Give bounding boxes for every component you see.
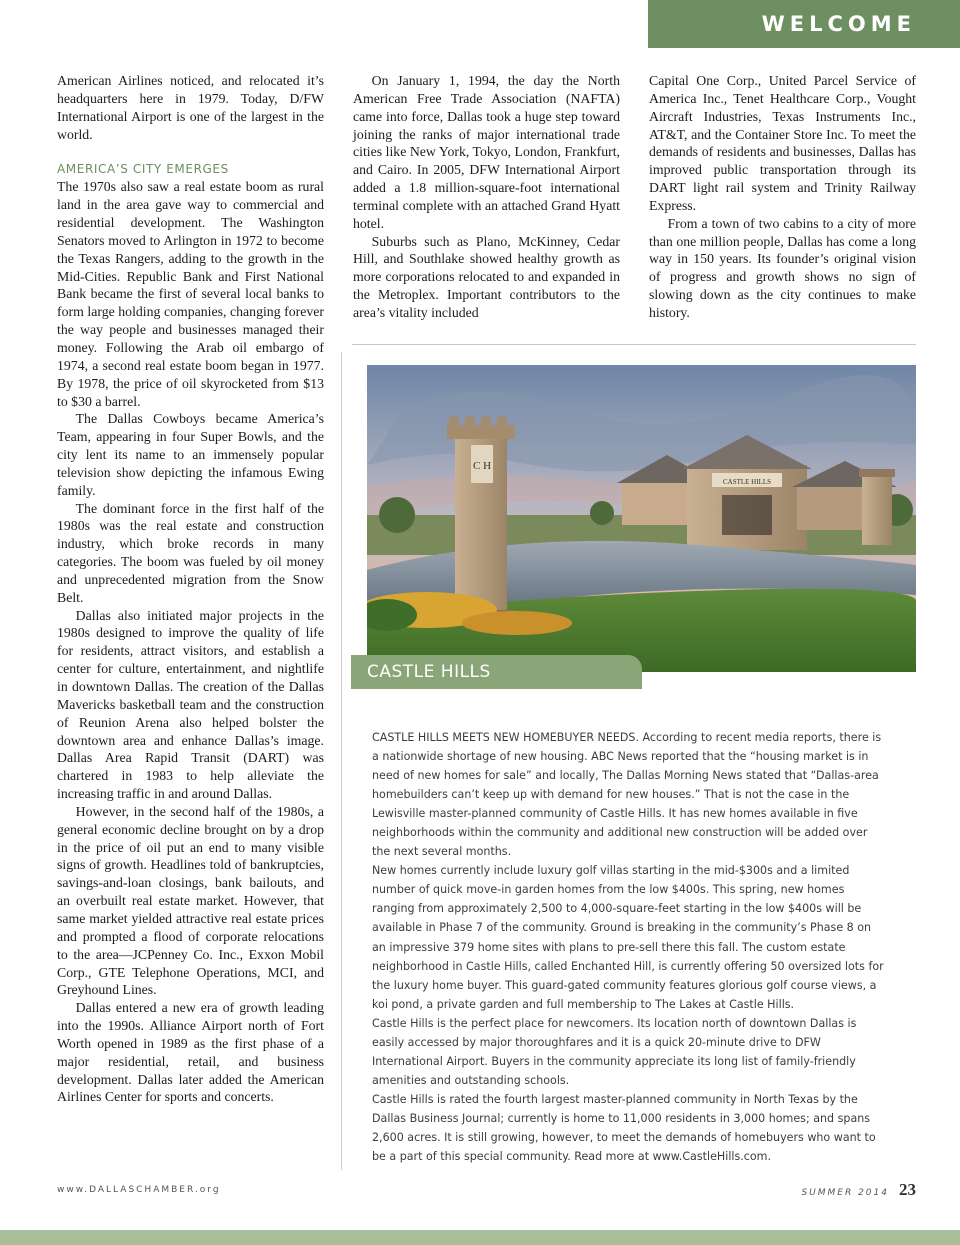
paragraph: CASTLE HILLS MEETS NEW HOMEBUYER NEEDS. According to recent media reports, there is a nationwide shortage of new housing. ABC News reported that the “housing market is in need of new homes for sale” and locally, The Dallas Morning News stated that “Dallas-area homebuilders can’t keep up with demand for new houses.” That is not the case in the Lewisville master-planned community of Castle Hills. It has new homes available in five neighborhoods within the community and additional new construction will be added over the next several months. (372, 731, 882, 859)
page-number: 23 (899, 1180, 916, 1199)
footer-issue-info (801, 1180, 916, 1200)
paragraph: However, in the second half of the 1980s, a general economic decline brought on by a drop in the price of oil put an end to many visible signs of growth. Headlines told of bankruptcies, savings-and-loan closings, bank bailouts, and an overbuilt real estate market. However, that same market yielded attractive real estate prices and prompted a flood of corporate relocations to the area—JCPenney Co. Inc., Exxon Mobil Corp., GTE Telephone Operations, MCI, and Greyhound Lines. (57, 803, 324, 998)
castle-hills-title: CASTLE HILLS (367, 662, 491, 682)
paragraph: New homes currently include luxury golf villas starting in the mid-$300s and a limited number of quick move-in garden homes from the low $400s. This spring, new homes ranging from approximately 2,500 to 4,000-square-feet starting in the low $400s will be available in Phase 7 of the community. Ground is breaking in the community’s Phase 8 on an impressive 379 home sites with plans to pre-sell there this fall. The custom estate neighborhood in Castle Hills, called Enchanted Hill, is currently offering 50 oversized lots for the luxury home buyer. This guard-gated community features glorious golf course views, a koi pond, a private garden and full membership to The Lakes at Castle Hills. (372, 864, 884, 1011)
paragraph: Castle Hills is rated the fourth largest master-planned community in North Texas by the Dallas Business Journal; currently is home to 11,000 residents in 3,000 homes; and spans 2,600 acres. It is still growing, however, to meet the demands of homebuyers who want to be a part of this special community. Read more at www.CastleHills.com. (372, 1092, 876, 1164)
article-column-2 (353, 72, 620, 322)
bottom-color-band (0, 1230, 960, 1245)
paragraph: American Airlines noticed, and relocated it’s headquarters here in 1979. Today, D/FW International Airport is one of the largest in the world. (57, 73, 324, 142)
castle-hills-sign-text: CASTLE HILLS (722, 478, 772, 486)
section-divider (352, 344, 916, 345)
section-header-tab (648, 0, 960, 48)
section-label: WELCOME (761, 12, 916, 36)
paragraph: Dallas entered a new era of growth leading into the 1990s. Alliance Airport north of Fort Worth opened in 1989 as the first phase of a major residential, retail, and business development. Dallas later added the American Airlines Center for sports and concerts. (57, 1000, 324, 1105)
issue-date: SUMMER 2014 (801, 1188, 889, 1198)
paragraph: The dominant force in the first half of the 1980s was the real estate and construction industry, which broke records in many categories. The boom was fueled by oil money and unprecedented migration from the Snow Belt. (57, 500, 324, 605)
paragraph: Castle Hills is the perfect place for newcomers. Its location north of downtown Dallas is easily accessed by major thoroughfares and it is a quick 20-minute drive to DFW International Airport. Buyers in the community appreciate its long list of family-friendly amenities and outstanding schools. (372, 1016, 857, 1087)
paragraph: Capital One Corp., United Parcel Service of America Inc., Tenet Healthcare Corp., Vought Aircraft Industries, Texas Instruments Inc., AT&T, and the Container Store Inc. To meet the demands of residents and businesses, Dallas has improved public transportation through its DART light rail system and Trinity Railway Express. (649, 73, 916, 213)
paragraph: Suburbs such as Plano, McKinney, Cedar Hill, and Southlake showed healthy growth as more corporations relocated to and expanded in the Metroplex. Important contributors to the area’s vitality included (353, 233, 620, 320)
castle-hills-entrance-photo (367, 365, 916, 672)
paragraph: The 1970s also saw a real estate boom as rural land in the area gave way to commercial and residential development. The Washington Senators moved to Arlington in 1972 to become the Texas Rangers, adding to the growth in the Mid-Cities. Republic Bank and First National Bank became the first of several local banks to form large holding companies, changing forever the way people and businesses managed their money. Following the Arab oil embargo of 1974, a second real estate boom began in 1977. By 1978, the price of oil skyrocketed from $13 to $30 a barrel. (57, 179, 324, 409)
footer-website: www.DALLASCHAMBER.org (57, 1185, 221, 1195)
paragraph: Dallas also initiated major projects in the 1980s designed to improve the quality of life for residents, attract visitors, and establish a center for culture, entertainment, and nightlife in downtown Dallas. The creation of the Dallas Mavericks basketball team and the construction of Reunion Arena also helped bolster the downtown area and enhance Dallas’s image. Dallas Area Rapid Transit (DART) was chartered in 1983 to help alleviate the increasing traffic in and around Dallas. (57, 607, 324, 802)
section-subhead: AMERICA’S CITY EMERGES (57, 162, 229, 177)
article-column-3 (649, 72, 916, 322)
column-divider (341, 352, 342, 1170)
castle-hills-sidebar (372, 728, 888, 1166)
castle-hills-title-tab (351, 655, 642, 689)
paragraph: On January 1, 1994, the day the North American Free Trade Association (NAFTA) came into force, Dallas took a huge step toward joining the ranks of major international trade cities like New York, Tokyo, London, Frankfurt, and Cairo. In 2005, DFW International Airport added a 1.8 million-square-foot international terminal complete with an attached Grand Hyatt hotel. (353, 73, 620, 231)
paragraph: The Dallas Cowboys became America’s Team, appearing in four Super Bowls, and the city lent its name to an immensely popular television show depicting the infamous Ewing family. (57, 411, 324, 498)
ch-monogram-text: C H (472, 460, 492, 472)
article-column-1 (57, 72, 324, 1106)
paragraph: From a town of two cabins to a city of more than one million people, Dallas has come a long way in 150 years. Its founder’s original vision of progress and growth shows no sign of slowing down as the city continues to make history. (649, 215, 916, 320)
